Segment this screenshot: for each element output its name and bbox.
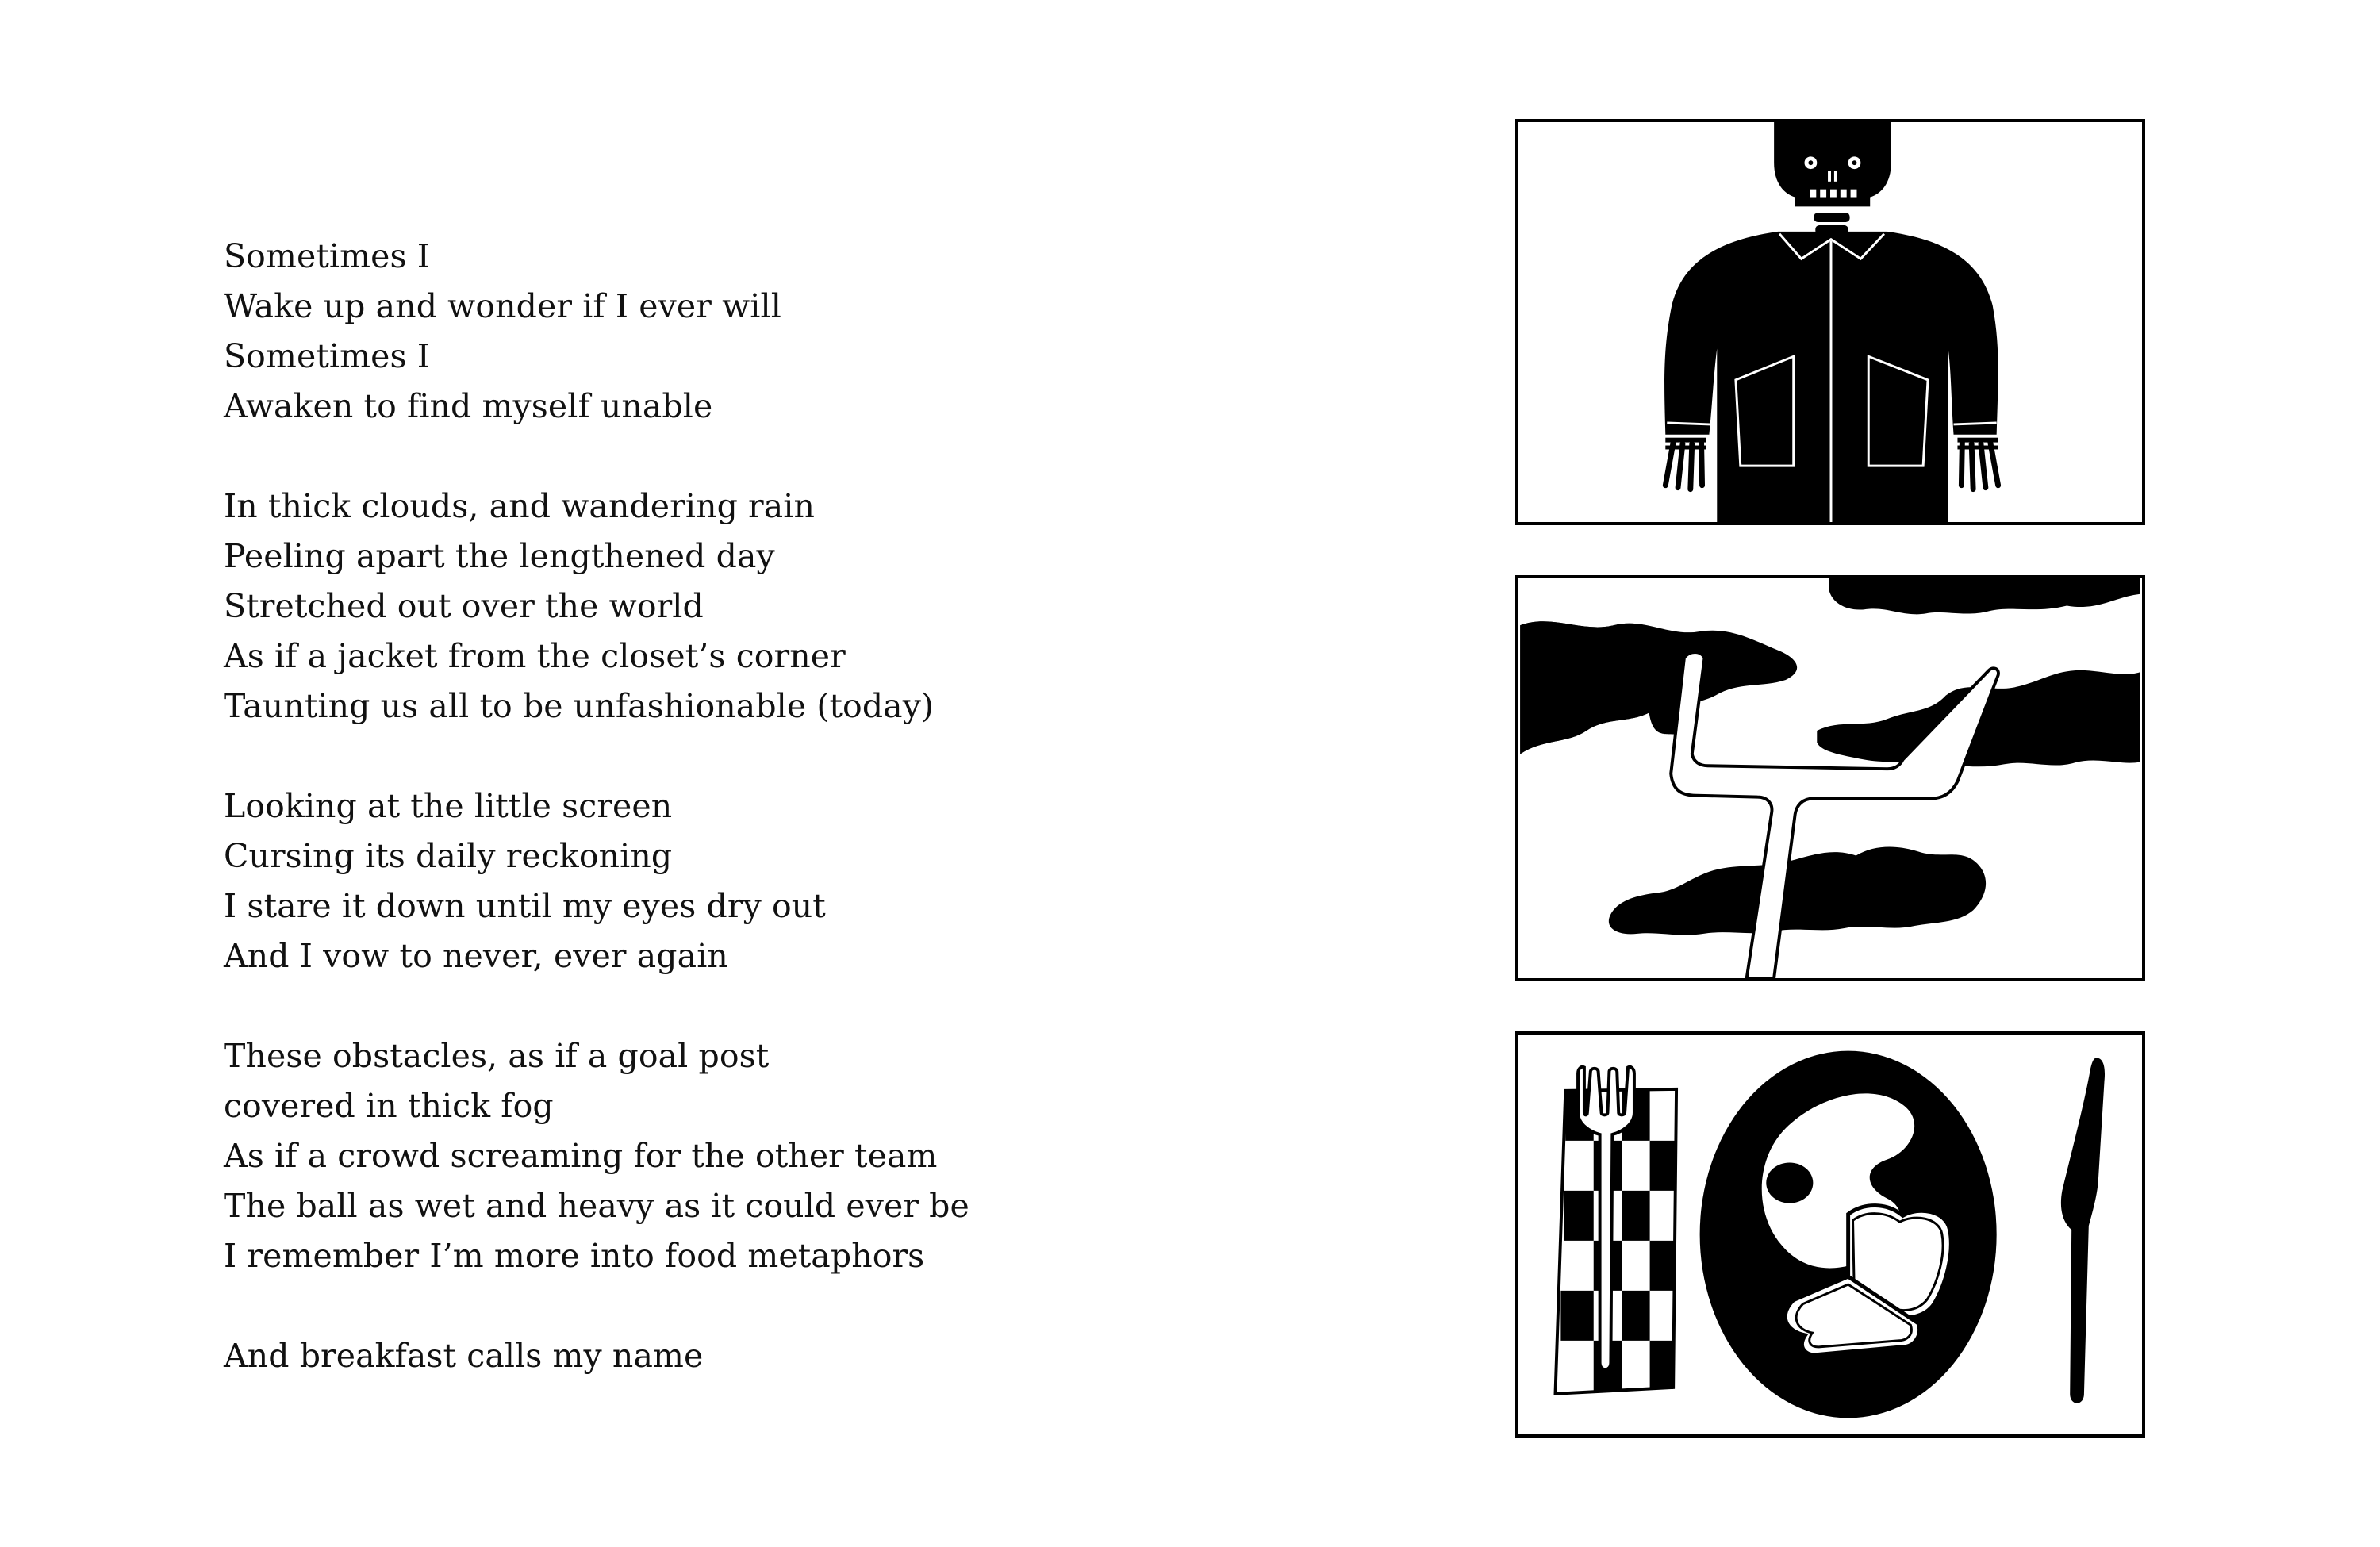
poem-line: Taunting us all to be unfashionable (today) bbox=[224, 687, 935, 725]
poem-line: Sometimes I bbox=[224, 337, 431, 375]
poem-line: Cursing its daily reckoning bbox=[224, 837, 673, 875]
illustration-panel-goal-post bbox=[1515, 575, 2145, 981]
poem-line: Wake up and wonder if I ever will bbox=[224, 287, 781, 325]
illustration-panel-breakfast bbox=[1515, 1031, 2145, 1438]
goal-post-in-fog-illustration bbox=[1518, 578, 2142, 978]
poem-line: And breakfast calls my name bbox=[224, 1337, 704, 1375]
skeleton-in-jacket-illustration bbox=[1518, 122, 2142, 522]
poem bbox=[224, 232, 1414, 1431]
poem-line: In thick clouds, and wandering rain bbox=[224, 487, 816, 525]
stanza-3 bbox=[224, 781, 1414, 981]
poem-line: Awaken to find myself unable bbox=[224, 387, 713, 425]
poem-line: Stretched out over the world bbox=[224, 587, 704, 625]
poem-line: And I vow to never, ever again bbox=[224, 937, 728, 975]
egg-yolk bbox=[1766, 1162, 1813, 1203]
poem-line: As if a crowd screaming for the other team bbox=[224, 1137, 938, 1175]
poem-line: I stare it down until my eyes dry out bbox=[224, 887, 826, 925]
poem-line: I remember I’m more into food metaphors bbox=[224, 1237, 925, 1275]
stanza-1 bbox=[224, 232, 1414, 432]
cloud bbox=[1609, 846, 1986, 935]
neck-vertebra bbox=[1814, 213, 1849, 222]
breakfast-plate-illustration bbox=[1518, 1035, 2142, 1434]
poem-line: Peeling apart the lengthened day bbox=[224, 537, 775, 575]
poem-line: The ball as wet and heavy as it could ever be bbox=[224, 1187, 969, 1225]
poem-line: covered in thick fog bbox=[224, 1087, 554, 1125]
stanza-5 bbox=[224, 1331, 1414, 1381]
poem-line: As if a jacket from the closet’s corner bbox=[224, 637, 846, 675]
stanza-4 bbox=[224, 1031, 1414, 1281]
illustration-panel-skeleton bbox=[1515, 119, 2145, 525]
stanza-2 bbox=[224, 482, 1414, 731]
poem-line: Sometimes I bbox=[224, 237, 431, 275]
knife-shape bbox=[2061, 1058, 2105, 1403]
poem-line: Looking at the little screen bbox=[224, 787, 673, 825]
poem-line: These obstacles, as if a goal post bbox=[224, 1037, 770, 1075]
cloud bbox=[1829, 578, 2140, 614]
